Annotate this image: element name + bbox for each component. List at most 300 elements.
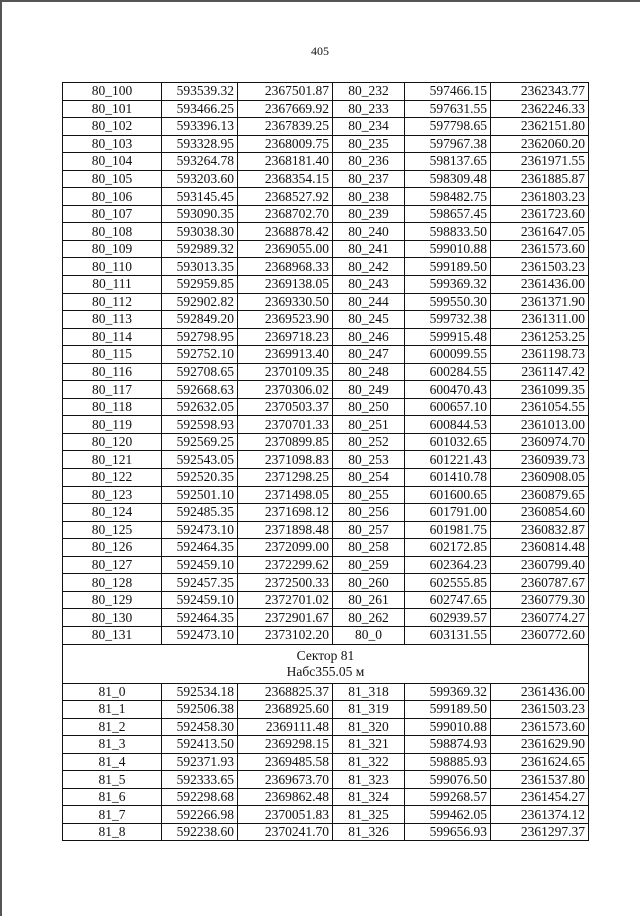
point-id-cell: 81_4 xyxy=(63,753,162,771)
x-coord-cell: 593090.35 xyxy=(162,205,238,223)
sector-header-row xyxy=(63,644,589,683)
x-coord-cell: 592457.35 xyxy=(162,574,238,592)
point-id-cell: 80_259 xyxy=(333,556,405,574)
x-coord-cell: 592473.10 xyxy=(162,521,238,539)
y-coord-cell: 2370899.85 xyxy=(238,433,333,451)
y-coord-cell: 2369298.15 xyxy=(238,736,333,754)
x-coord-cell: 597798.65 xyxy=(405,118,491,136)
x-coord-cell: 600284.55 xyxy=(405,363,491,381)
x-coord-cell: 593013.35 xyxy=(162,258,238,276)
x-coord-cell: 601221.43 xyxy=(405,451,491,469)
x-coord-cell: 592708.65 xyxy=(162,363,238,381)
x-coord-cell: 599076.50 xyxy=(405,771,491,789)
y-coord-cell: 2370109.35 xyxy=(238,363,333,381)
x-coord-cell: 599550.30 xyxy=(405,293,491,311)
x-coord-cell: 592632.05 xyxy=(162,398,238,416)
y-coord-cell: 2372901.67 xyxy=(238,609,333,627)
point-id-cell: 81_325 xyxy=(333,806,405,824)
table-row xyxy=(63,100,589,118)
y-coord-cell: 2361436.00 xyxy=(491,683,589,701)
x-coord-cell: 599732.38 xyxy=(405,311,491,329)
point-id-cell: 80_103 xyxy=(63,135,162,153)
point-id-cell: 80_131 xyxy=(63,626,162,644)
table-row xyxy=(63,170,589,188)
y-coord-cell: 2360787.67 xyxy=(491,574,589,592)
x-coord-cell: 598874.93 xyxy=(405,736,491,754)
scan-edge-left xyxy=(0,0,2,916)
point-id-cell: 80_252 xyxy=(333,433,405,451)
y-coord-cell: 2369055.00 xyxy=(238,240,333,258)
point-id-cell: 80_106 xyxy=(63,188,162,206)
x-coord-cell: 597631.55 xyxy=(405,100,491,118)
point-id-cell: 80_250 xyxy=(333,398,405,416)
x-coord-cell: 593396.13 xyxy=(162,118,238,136)
x-coord-cell: 592569.25 xyxy=(162,433,238,451)
table-row xyxy=(63,823,589,841)
table-row xyxy=(63,276,589,294)
table-row xyxy=(63,574,589,592)
x-coord-cell: 599369.32 xyxy=(405,683,491,701)
point-id-cell: 80_0 xyxy=(333,626,405,644)
y-coord-cell: 2361013.00 xyxy=(491,416,589,434)
page-number: 405 xyxy=(311,44,329,58)
point-id-cell: 80_115 xyxy=(63,346,162,364)
point-id-cell: 80_257 xyxy=(333,521,405,539)
x-coord-cell: 592459.10 xyxy=(162,591,238,609)
point-id-cell: 80_238 xyxy=(333,188,405,206)
table-row xyxy=(63,521,589,539)
x-coord-cell: 599915.48 xyxy=(405,328,491,346)
table-row xyxy=(63,451,589,469)
point-id-cell: 81_320 xyxy=(333,718,405,736)
point-id-cell: 80_236 xyxy=(333,153,405,171)
x-coord-cell: 592506.38 xyxy=(162,701,238,719)
y-coord-cell: 2371698.12 xyxy=(238,504,333,522)
x-coord-cell: 593328.95 xyxy=(162,135,238,153)
point-id-cell: 80_261 xyxy=(333,591,405,609)
y-coord-cell: 2361054.55 xyxy=(491,398,589,416)
point-id-cell: 80_127 xyxy=(63,556,162,574)
x-coord-cell: 592849.20 xyxy=(162,311,238,329)
table-row xyxy=(63,223,589,241)
table-row xyxy=(63,83,589,101)
point-id-cell: 80_233 xyxy=(333,100,405,118)
point-id-cell: 80_113 xyxy=(63,311,162,329)
y-coord-cell: 2370306.02 xyxy=(238,381,333,399)
y-coord-cell: 2361454.27 xyxy=(491,788,589,806)
x-coord-cell: 601981.75 xyxy=(405,521,491,539)
table-row xyxy=(63,258,589,276)
y-coord-cell: 2371898.48 xyxy=(238,521,333,539)
x-coord-cell: 600470.43 xyxy=(405,381,491,399)
y-coord-cell: 2361629.90 xyxy=(491,736,589,754)
y-coord-cell: 2370051.83 xyxy=(238,806,333,824)
sector-abs-height xyxy=(63,664,588,680)
y-coord-cell: 2360774.27 xyxy=(491,609,589,627)
x-coord-cell: 600099.55 xyxy=(405,346,491,364)
x-coord-cell: 599268.57 xyxy=(405,788,491,806)
y-coord-cell: 2361253.25 xyxy=(491,328,589,346)
point-id-cell: 81_2 xyxy=(63,718,162,736)
point-id-cell: 80_234 xyxy=(333,118,405,136)
x-coord-cell: 592458.30 xyxy=(162,718,238,736)
y-coord-cell: 2361503.23 xyxy=(491,258,589,276)
y-coord-cell: 2361311.00 xyxy=(491,311,589,329)
x-coord-cell: 603131.55 xyxy=(405,626,491,644)
table-row xyxy=(63,363,589,381)
x-coord-cell: 598482.75 xyxy=(405,188,491,206)
point-id-cell: 80_262 xyxy=(333,609,405,627)
y-coord-cell: 2361885.87 xyxy=(491,170,589,188)
point-id-cell: 80_247 xyxy=(333,346,405,364)
y-coord-cell: 2360939.73 xyxy=(491,451,589,469)
y-coord-cell: 2368009.75 xyxy=(238,135,333,153)
y-coord-cell: 2369111.48 xyxy=(238,718,333,736)
x-coord-cell: 592902.82 xyxy=(162,293,238,311)
point-id-cell: 80_239 xyxy=(333,205,405,223)
scan-edge-top xyxy=(0,0,640,2)
x-coord-cell: 598885.93 xyxy=(405,753,491,771)
x-coord-cell: 601600.65 xyxy=(405,486,491,504)
x-coord-cell: 593539.32 xyxy=(162,83,238,101)
y-coord-cell: 2361436.00 xyxy=(491,276,589,294)
point-id-cell: 80_108 xyxy=(63,223,162,241)
table-row xyxy=(63,118,589,136)
y-coord-cell: 2360772.60 xyxy=(491,626,589,644)
y-coord-cell: 2367839.25 xyxy=(238,118,333,136)
point-id-cell: 80_120 xyxy=(63,433,162,451)
point-id-cell: 80_116 xyxy=(63,363,162,381)
sector-80-rows xyxy=(63,83,589,645)
table-row xyxy=(63,539,589,557)
y-coord-cell: 2361573.60 xyxy=(491,240,589,258)
table-row xyxy=(63,381,589,399)
y-coord-cell: 2368181.40 xyxy=(238,153,333,171)
y-coord-cell: 2371498.05 xyxy=(238,486,333,504)
x-coord-cell: 592959.85 xyxy=(162,276,238,294)
x-coord-cell: 598657.45 xyxy=(405,205,491,223)
point-id-cell: 80_240 xyxy=(333,223,405,241)
x-coord-cell: 592534.18 xyxy=(162,683,238,701)
table-row xyxy=(63,328,589,346)
x-coord-cell: 600657.10 xyxy=(405,398,491,416)
point-id-cell: 81_8 xyxy=(63,823,162,841)
point-id-cell: 80_125 xyxy=(63,521,162,539)
x-coord-cell: 592371.93 xyxy=(162,753,238,771)
x-coord-cell: 592298.68 xyxy=(162,788,238,806)
y-coord-cell: 2362246.33 xyxy=(491,100,589,118)
table-row xyxy=(63,701,589,719)
y-coord-cell: 2372701.02 xyxy=(238,591,333,609)
x-coord-cell: 592459.10 xyxy=(162,556,238,574)
point-id-cell: 80_235 xyxy=(333,135,405,153)
point-id-cell: 80_114 xyxy=(63,328,162,346)
x-coord-cell: 597466.15 xyxy=(405,83,491,101)
point-id-cell: 81_321 xyxy=(333,736,405,754)
point-id-cell: 81_326 xyxy=(333,823,405,841)
table-row xyxy=(63,591,589,609)
point-id-cell: 80_110 xyxy=(63,258,162,276)
table-row xyxy=(63,416,589,434)
point-id-cell: 81_6 xyxy=(63,788,162,806)
x-coord-cell: 592464.35 xyxy=(162,609,238,627)
table-row xyxy=(63,753,589,771)
y-coord-cell: 2370503.37 xyxy=(238,398,333,416)
point-id-cell: 81_5 xyxy=(63,771,162,789)
y-coord-cell: 2360974.70 xyxy=(491,433,589,451)
point-id-cell: 80_105 xyxy=(63,170,162,188)
table-row xyxy=(63,311,589,329)
x-coord-cell: 593203.60 xyxy=(162,170,238,188)
y-coord-cell: 2369913.40 xyxy=(238,346,333,364)
x-coord-cell: 602172.85 xyxy=(405,539,491,557)
x-coord-cell: 601032.65 xyxy=(405,433,491,451)
table-row xyxy=(63,205,589,223)
y-coord-cell: 2370241.70 xyxy=(238,823,333,841)
x-coord-cell: 602364.23 xyxy=(405,556,491,574)
table-row xyxy=(63,626,589,644)
y-coord-cell: 2361099.35 xyxy=(491,381,589,399)
y-coord-cell: 2360908.05 xyxy=(491,469,589,487)
y-coord-cell: 2361198.73 xyxy=(491,346,589,364)
x-coord-cell: 592501.10 xyxy=(162,486,238,504)
y-coord-cell: 2372500.33 xyxy=(238,574,333,592)
table-row xyxy=(63,556,589,574)
y-coord-cell: 2360854.60 xyxy=(491,504,589,522)
table-row xyxy=(63,609,589,627)
x-coord-cell: 592333.65 xyxy=(162,771,238,789)
point-id-cell: 80_246 xyxy=(333,328,405,346)
x-coord-cell: 592485.35 xyxy=(162,504,238,522)
x-coord-cell: 592668.63 xyxy=(162,381,238,399)
y-coord-cell: 2361371.90 xyxy=(491,293,589,311)
y-coord-cell: 2372299.62 xyxy=(238,556,333,574)
y-coord-cell: 2361803.23 xyxy=(491,188,589,206)
sector-81-rows xyxy=(63,683,589,841)
point-id-cell: 81_318 xyxy=(333,683,405,701)
y-coord-cell: 2361971.55 xyxy=(491,153,589,171)
point-id-cell: 80_243 xyxy=(333,276,405,294)
y-coord-cell: 2362060.20 xyxy=(491,135,589,153)
point-id-cell: 80_107 xyxy=(63,205,162,223)
x-coord-cell: 592989.32 xyxy=(162,240,238,258)
point-id-cell: 80_237 xyxy=(333,170,405,188)
sector-81-header xyxy=(63,644,589,683)
point-id-cell: 80_249 xyxy=(333,381,405,399)
table-row xyxy=(63,736,589,754)
table-row xyxy=(63,135,589,153)
table-row xyxy=(63,346,589,364)
point-id-cell: 80_123 xyxy=(63,486,162,504)
x-coord-cell: 592473.10 xyxy=(162,626,238,644)
point-id-cell: 80_100 xyxy=(63,83,162,101)
table-row xyxy=(63,293,589,311)
point-id-cell: 80_102 xyxy=(63,118,162,136)
y-coord-cell: 2360832.87 xyxy=(491,521,589,539)
table-row xyxy=(63,806,589,824)
y-coord-cell: 2370701.33 xyxy=(238,416,333,434)
point-id-cell: 80_258 xyxy=(333,539,405,557)
point-id-cell: 80_241 xyxy=(333,240,405,258)
y-coord-cell: 2361374.12 xyxy=(491,806,589,824)
point-id-cell: 80_117 xyxy=(63,381,162,399)
y-coord-cell: 2361503.23 xyxy=(491,701,589,719)
y-coord-cell: 2367669.92 xyxy=(238,100,333,118)
point-id-cell: 80_260 xyxy=(333,574,405,592)
point-id-cell: 80_242 xyxy=(333,258,405,276)
x-coord-cell: 599010.88 xyxy=(405,718,491,736)
point-id-cell: 80_128 xyxy=(63,574,162,592)
point-id-cell: 80_255 xyxy=(333,486,405,504)
sector-title: Сектор 81 xyxy=(296,647,355,663)
point-id-cell: 80_119 xyxy=(63,416,162,434)
point-id-cell: 81_3 xyxy=(63,736,162,754)
y-coord-cell: 2369862.48 xyxy=(238,788,333,806)
y-coord-cell: 2360779.30 xyxy=(491,591,589,609)
x-coord-cell: 600844.53 xyxy=(405,416,491,434)
y-coord-cell: 2368354.15 xyxy=(238,170,333,188)
point-id-cell: 80_121 xyxy=(63,451,162,469)
point-id-cell: 80_112 xyxy=(63,293,162,311)
x-coord-cell: 592266.98 xyxy=(162,806,238,824)
point-id-cell: 80_232 xyxy=(333,83,405,101)
y-coord-cell: 2369718.23 xyxy=(238,328,333,346)
x-coord-cell: 592798.95 xyxy=(162,328,238,346)
y-coord-cell: 2368702.70 xyxy=(238,205,333,223)
x-coord-cell: 599462.05 xyxy=(405,806,491,824)
y-coord-cell: 2372099.00 xyxy=(238,539,333,557)
y-coord-cell: 2369138.05 xyxy=(238,276,333,294)
y-coord-cell: 2368968.33 xyxy=(238,258,333,276)
y-coord-cell: 2362343.77 xyxy=(491,83,589,101)
x-coord-cell: 599189.50 xyxy=(405,701,491,719)
y-coord-cell: 2360799.40 xyxy=(491,556,589,574)
point-id-cell: 80_254 xyxy=(333,469,405,487)
table-row xyxy=(63,188,589,206)
table-row xyxy=(63,398,589,416)
y-coord-cell: 2368878.42 xyxy=(238,223,333,241)
coordinates-table xyxy=(62,82,589,841)
x-coord-cell: 599189.50 xyxy=(405,258,491,276)
y-coord-cell: 2361297.37 xyxy=(491,823,589,841)
table-row xyxy=(63,788,589,806)
point-id-cell: 80_244 xyxy=(333,293,405,311)
table-row xyxy=(63,504,589,522)
y-coord-cell: 2369673.70 xyxy=(238,771,333,789)
point-id-cell: 80_111 xyxy=(63,276,162,294)
table-row xyxy=(63,469,589,487)
y-coord-cell: 2371098.83 xyxy=(238,451,333,469)
point-id-cell: 80_251 xyxy=(333,416,405,434)
point-id-cell: 81_323 xyxy=(333,771,405,789)
point-id-cell: 80_130 xyxy=(63,609,162,627)
point-id-cell: 80_256 xyxy=(333,504,405,522)
point-id-cell: 80_101 xyxy=(63,100,162,118)
point-id-cell: 80_104 xyxy=(63,153,162,171)
table-row xyxy=(63,153,589,171)
x-coord-cell: 599010.88 xyxy=(405,240,491,258)
x-coord-cell: 592413.50 xyxy=(162,736,238,754)
x-coord-cell: 599369.32 xyxy=(405,276,491,294)
point-id-cell: 80_248 xyxy=(333,363,405,381)
x-coord-cell: 597967.38 xyxy=(405,135,491,153)
x-coord-cell: 599656.93 xyxy=(405,823,491,841)
table-row xyxy=(63,683,589,701)
x-coord-cell: 592520.35 xyxy=(162,469,238,487)
y-coord-cell: 2367501.87 xyxy=(238,83,333,101)
x-coord-cell: 593145.45 xyxy=(162,188,238,206)
table-row xyxy=(63,771,589,789)
y-coord-cell: 2361573.60 xyxy=(491,718,589,736)
x-coord-cell: 592752.10 xyxy=(162,346,238,364)
x-coord-cell: 602555.85 xyxy=(405,574,491,592)
x-coord-cell: 602939.57 xyxy=(405,609,491,627)
x-coord-cell: 598137.65 xyxy=(405,153,491,171)
x-coord-cell: 593038.30 xyxy=(162,223,238,241)
sector-header-cell xyxy=(63,644,589,683)
x-coord-cell: 592598.93 xyxy=(162,416,238,434)
y-coord-cell: 2369485.58 xyxy=(238,753,333,771)
y-coord-cell: 2361147.42 xyxy=(491,363,589,381)
table-row xyxy=(63,718,589,736)
x-coord-cell: 592464.35 xyxy=(162,539,238,557)
point-id-cell: 80_109 xyxy=(63,240,162,258)
x-coord-cell: 598309.48 xyxy=(405,170,491,188)
y-coord-cell: 2369330.50 xyxy=(238,293,333,311)
y-coord-cell: 2360879.65 xyxy=(491,486,589,504)
y-coord-cell: 2361647.05 xyxy=(491,223,589,241)
table-row xyxy=(63,486,589,504)
x-coord-cell: 601410.78 xyxy=(405,469,491,487)
y-coord-cell: 2369523.90 xyxy=(238,311,333,329)
point-id-cell: 80_122 xyxy=(63,469,162,487)
point-id-cell: 81_0 xyxy=(63,683,162,701)
point-id-cell: 80_124 xyxy=(63,504,162,522)
point-id-cell: 81_324 xyxy=(333,788,405,806)
point-id-cell: 81_7 xyxy=(63,806,162,824)
y-coord-cell: 2361624.65 xyxy=(491,753,589,771)
y-coord-cell: 2361537.80 xyxy=(491,771,589,789)
point-id-cell: 80_126 xyxy=(63,539,162,557)
table-row xyxy=(63,433,589,451)
point-id-cell: 80_118 xyxy=(63,398,162,416)
point-id-cell: 80_245 xyxy=(333,311,405,329)
y-coord-cell: 2371298.25 xyxy=(238,469,333,487)
y-coord-cell: 2368527.92 xyxy=(238,188,333,206)
point-id-cell: 80_129 xyxy=(63,591,162,609)
x-coord-cell: 592543.05 xyxy=(162,451,238,469)
x-coord-cell: 592238.60 xyxy=(162,823,238,841)
x-coord-cell: 593264.78 xyxy=(162,153,238,171)
abs-value: 355.05 м xyxy=(315,663,365,679)
point-id-cell: 81_1 xyxy=(63,701,162,719)
x-coord-cell: 601791.00 xyxy=(405,504,491,522)
point-id-cell: 81_322 xyxy=(333,753,405,771)
y-coord-cell: 2361723.60 xyxy=(491,205,589,223)
point-id-cell: 81_319 xyxy=(333,701,405,719)
table-row xyxy=(63,240,589,258)
x-coord-cell: 602747.65 xyxy=(405,591,491,609)
y-coord-cell: 2360814.48 xyxy=(491,539,589,557)
y-coord-cell: 2373102.20 xyxy=(238,626,333,644)
y-coord-cell: 2368925.60 xyxy=(238,701,333,719)
x-coord-cell: 598833.50 xyxy=(405,223,491,241)
x-coord-cell: 593466.25 xyxy=(162,100,238,118)
y-coord-cell: 2368825.37 xyxy=(238,683,333,701)
point-id-cell: 80_253 xyxy=(333,451,405,469)
y-coord-cell: 2362151.80 xyxy=(491,118,589,136)
abs-label: Набс xyxy=(286,663,316,679)
